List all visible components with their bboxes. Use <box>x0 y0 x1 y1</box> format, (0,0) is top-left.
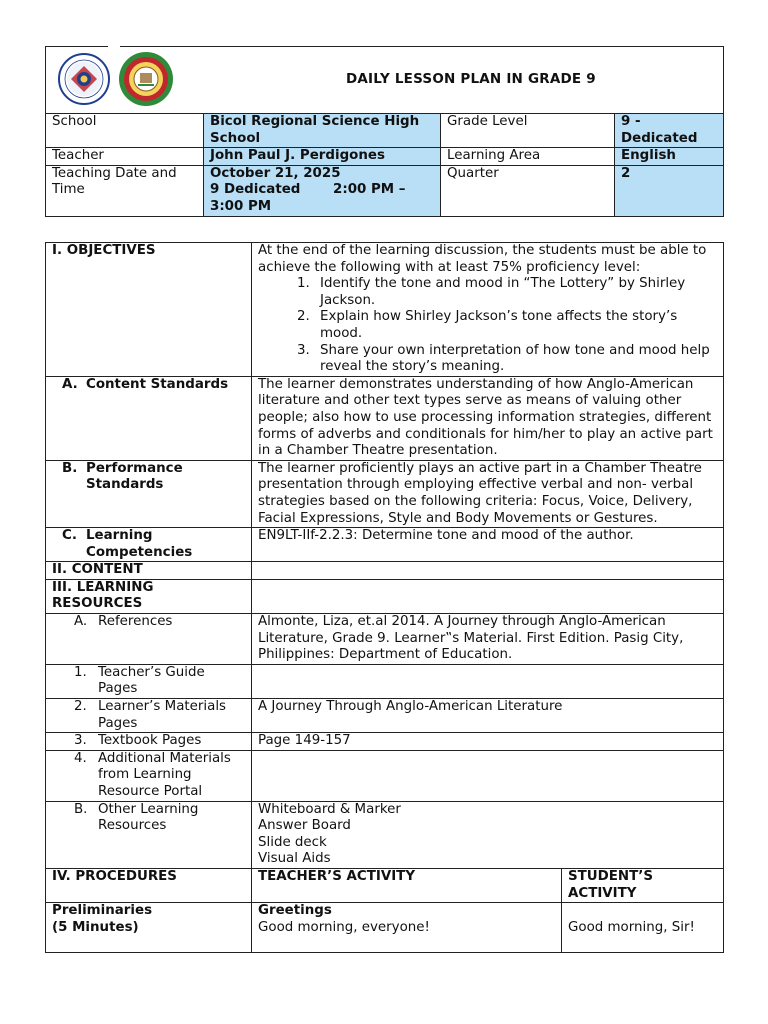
student-activity-header: STUDENT’S ACTIVITY <box>562 868 724 902</box>
quarter-value: 2 <box>615 165 724 216</box>
student-greeting-cell <box>562 903 724 953</box>
other-resources-list <box>252 801 724 868</box>
references-label: A. References <box>46 614 252 665</box>
content-label: II. CONTENT <box>46 562 252 580</box>
learning-competencies-label: C. Learning Competencies <box>46 528 252 562</box>
teacher-value: John Paul J. Perdigones <box>204 148 441 166</box>
page-title: DAILY LESSON PLAN IN GRADE 9 <box>346 71 596 87</box>
school-value: Bicol Regional Science High School <box>204 114 441 148</box>
content-standards-label: A. Content Standards <box>46 376 252 460</box>
performance-standards-text: The learner proficiently plays an active part in a Chamber Theatre presentation through employing effective verbal and non- verbal strategies based on the following criteria: Focus, Voice, Delivery, Facial Expressions, Style and Body Movements or Gestures. <box>252 460 724 527</box>
section-time-value: 9 Dedicated 2:00 PM – 3:00 PM <box>210 182 411 214</box>
student-greeting: Good morning, Sir! <box>568 919 695 935</box>
objectives-list <box>258 276 717 376</box>
references-text: Almonte, Liza, et.al 2014. A Journey through Anglo-American Literature, Grade 9. Learner‟s Material. First Edition. Pasig City, Philippines: Department of Education. <box>252 614 724 665</box>
quarter-label: Quarter <box>441 165 615 216</box>
learner-materials-text: A Journey Through Anglo-American Literature <box>252 699 724 733</box>
header-logo-row <box>46 47 724 114</box>
resource-item: Visual Aids <box>258 851 331 867</box>
learning-area-value: English <box>615 148 724 166</box>
objectives-intro: At the end of the learning discussion, the students must be able to achieve the following with at least 75% proficiency level: <box>258 243 707 275</box>
procedures-label: IV. PROCEDURES <box>46 868 252 902</box>
learning-resources-text <box>252 579 724 613</box>
objective-item: 3. Share your own interpretation of how tone and mood help reveal the story’s meaning. <box>314 343 717 376</box>
date-value: October 21, 2025 <box>210 165 341 181</box>
school-seal-icon <box>118 51 174 107</box>
lesson-plan-table <box>45 242 724 953</box>
date-time-label: Teaching Date and Time <box>46 165 204 216</box>
date-time-value <box>204 165 441 216</box>
textbook-pages-label: 3. Textbook Pages <box>46 733 252 751</box>
performance-standards-label: B. Performance Standards <box>46 460 252 527</box>
teacher-greeting-cell <box>252 903 562 953</box>
school-label: School <box>46 114 204 148</box>
content-standards-text: The learner demonstrates understanding of how Anglo-American literature and other text types serve as means of valuing other people; also how to use processing information strategies, different forms of adverbs and conditionals for him/her to play an active part in a Chamber Theatre presentation. <box>252 376 724 460</box>
resource-item: Slide deck <box>258 834 327 850</box>
grade-level-value: 9 - Dedicated <box>615 114 724 148</box>
learning-resources-label: III. LEARNING RESOURCES <box>46 579 252 613</box>
deped-seal-icon <box>58 53 110 105</box>
objectives-label: I. OBJECTIVES <box>46 243 252 377</box>
grade-level-label: Grade Level <box>441 114 615 148</box>
additional-materials-label: 4. Additional Materials from Learning Resource Portal <box>46 750 252 801</box>
teacher-guide-label: 1. Teacher’s Guide Pages <box>46 664 252 698</box>
resource-item: Answer Board <box>258 818 351 834</box>
additional-materials-text <box>252 750 724 801</box>
teacher-label: Teacher <box>46 148 204 166</box>
greetings-heading: Greetings <box>258 903 332 919</box>
objective-item: 2. Explain how Shirley Jackson’s tone affects the story’s mood. <box>314 309 717 342</box>
objective-item: 1. Identify the tone and mood in “The Lottery” by Shirley Jackson. <box>314 276 717 309</box>
learner-materials-label: 2. Learner’s Materials Pages <box>46 699 252 733</box>
learning-competencies-text: EN9LT-IIf-2.2.3: Determine tone and mood of the author. <box>252 528 724 562</box>
other-resources-label: B. Other Learning Resources <box>46 801 252 868</box>
teacher-guide-text <box>252 664 724 698</box>
objectives-cell <box>252 243 724 377</box>
content-text <box>252 562 724 580</box>
textbook-pages-text: Page 149-157 <box>252 733 724 751</box>
preliminaries-label: Preliminaries (5 Minutes) <box>46 903 252 953</box>
teacher-greeting: Good morning, everyone! <box>258 919 430 935</box>
header-table <box>45 46 724 217</box>
teacher-activity-header: TEACHER’S ACTIVITY <box>252 868 562 902</box>
learning-area-label: Learning Area <box>441 148 615 166</box>
resource-item: Whiteboard & Marker <box>258 801 401 817</box>
